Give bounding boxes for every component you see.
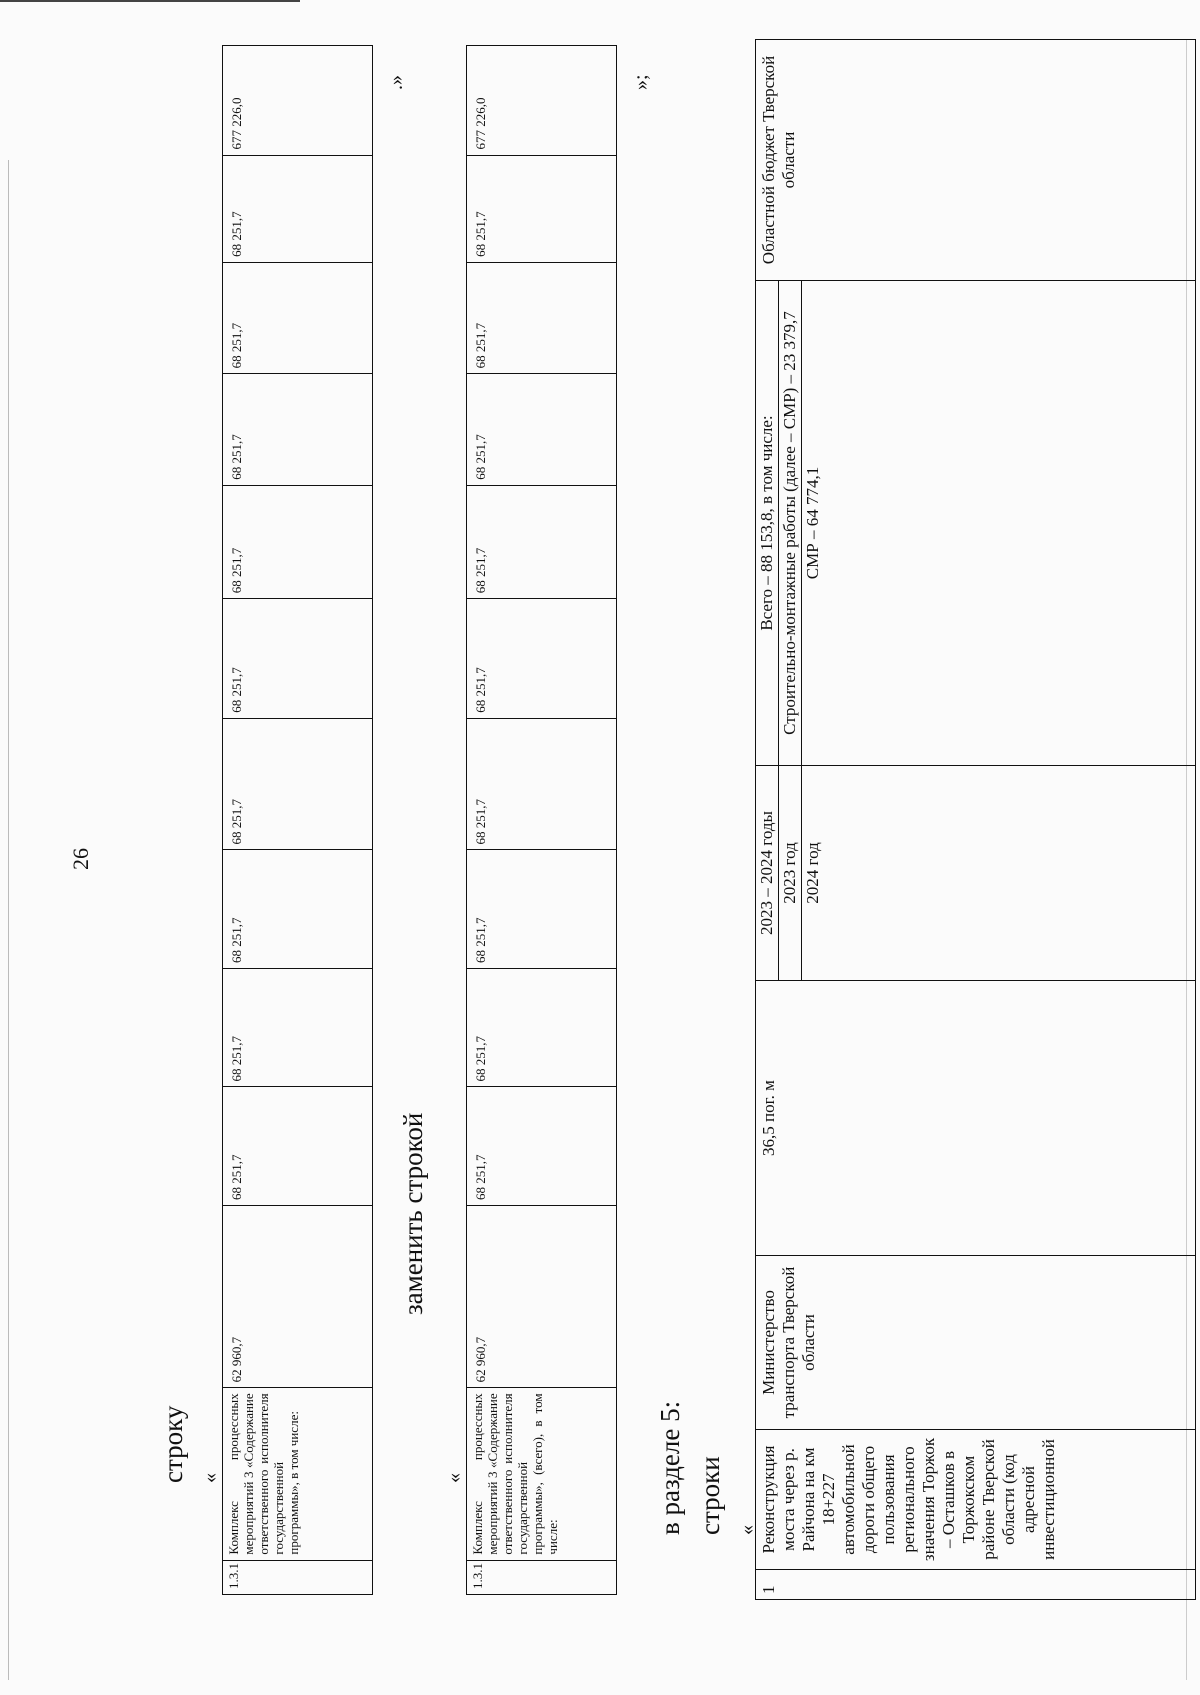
value-cell: 68 251,7	[467, 599, 617, 719]
funding-source: Областной бюджет Тверской области	[756, 40, 1196, 281]
value-cell: 68 251,7	[467, 485, 617, 598]
cost-subtable	[756, 281, 824, 765]
value-cell: 68 251,7	[467, 155, 617, 262]
cost-2024: СМР – 64 774,1	[803, 466, 822, 580]
value-cell: 68 251,7	[223, 968, 373, 1087]
row-number: 1	[756, 1570, 1196, 1600]
value-cell: 62 960,7	[223, 1206, 373, 1388]
value-cell: 68 251,7	[467, 850, 617, 969]
capacity: 36,5 пог. м	[756, 981, 1196, 1256]
table-row	[467, 46, 617, 1595]
heading-zamenit: заменить строкой	[398, 1112, 428, 1315]
customer: Министерство транспорта Тверской области	[756, 1256, 1196, 1430]
cost-total: Всего – 88 153,8, в том числе:	[756, 281, 779, 765]
cost-2023: Строительно-монтажные работы (далее – СМР) – 23 379,7	[779, 281, 802, 765]
open-quote-3: «	[736, 1525, 758, 1535]
value-cell: 68 251,7	[467, 718, 617, 850]
value-cell: 68 251,7	[467, 262, 617, 373]
value-cell: 68 251,7	[223, 599, 373, 719]
period-total: 2023 – 2024 годы	[756, 766, 779, 980]
value-cell: 68 251,7	[223, 718, 373, 850]
page-number: 26	[68, 848, 93, 870]
row-name: Комплекс процессных мероприятий 3 «Содержание ответственного исполнителя государственной программы», в том числе:	[223, 1388, 373, 1560]
close-quote-2: »;	[630, 74, 652, 90]
value-cell: 68 251,7	[467, 968, 617, 1087]
period-2023: 2023 год	[779, 766, 802, 980]
open-quote-1: «	[199, 1473, 221, 1483]
value-cell: 68 251,7	[223, 155, 373, 262]
cost-cell	[756, 281, 1196, 766]
table-old-row	[222, 45, 373, 1595]
value-cell: 68 251,7	[467, 1087, 617, 1206]
value-cell: 677 226,0	[467, 46, 617, 156]
value-cell: 68 251,7	[223, 485, 373, 598]
value-cell: 62 960,7	[467, 1206, 617, 1388]
heading-rows: строки	[695, 1456, 725, 1535]
row-name: Комплекс процессных мероприятий 3 «Содержание ответственного исполнителя государственной программы», (всего), в том числе:	[467, 1388, 617, 1560]
value-cell: 68 251,7	[223, 850, 373, 969]
period-2024: 2024 год	[803, 842, 822, 904]
heading-section: в разделе 5:	[655, 1400, 685, 1535]
value-cell: 68 251,7	[223, 262, 373, 373]
period-subtable	[756, 766, 824, 980]
value-cell: 68 251,7	[223, 1087, 373, 1206]
heading-stroku: строку	[158, 1405, 188, 1483]
table-row	[756, 40, 1196, 1600]
open-quote-2: «	[443, 1473, 465, 1483]
value-cell: 677 226,0	[223, 46, 373, 156]
row-code: 1.3.1	[467, 1560, 617, 1594]
object-name: Реконструкция моста через р. Райчона на км 18+227 автомобильной дороги общего пользования регионального значения Торжок – Осташков в Торжокском районе Тверской области (код адресной инвестиционной	[756, 1430, 1196, 1570]
table-new-row	[466, 45, 617, 1595]
row-code: 1.3.1	[223, 1560, 373, 1594]
close-quote-1: .»	[385, 75, 407, 90]
value-cell: 68 251,7	[467, 374, 617, 485]
period-cell	[756, 766, 1196, 981]
table-object-row	[755, 39, 1196, 1600]
value-cell: 68 251,7	[223, 374, 373, 485]
table-row	[223, 46, 373, 1595]
